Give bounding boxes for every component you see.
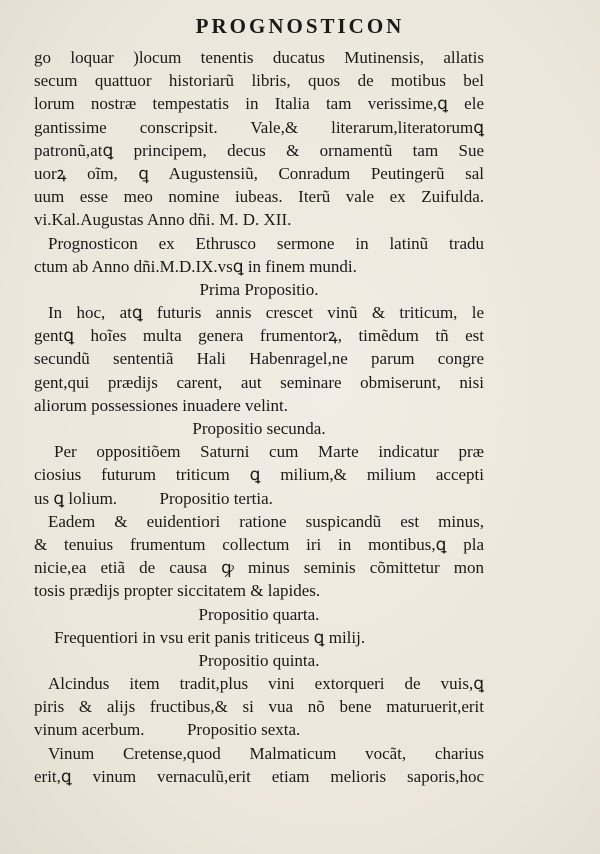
- text-line: lorum nostræ tempestatis in Italia tam verissime,ꝗ ele: [34, 94, 484, 114]
- text-line: Prognosticon ex Ethrusco sermone in latinũ tradu: [48, 233, 484, 253]
- text-line-with-heading: us ꝗ lolium. Propositio tertia.: [34, 488, 273, 508]
- text-line: ciosius futurum triticum ꝗ milium,& milium accepti: [34, 465, 484, 485]
- text-line: uum esse meo nomine iubeas. Iterũ vale ex Zuifulda.: [34, 187, 484, 207]
- text-line: go loquar )locum tenentis ducatus Mutinensis, allatis: [34, 48, 484, 67]
- text-line: Vinum Cretense,quod Malmaticum vocãt, charius: [48, 743, 484, 763]
- section-heading: Propositio secunda.: [192, 419, 326, 438]
- text-line: & tenuius frumentum collectum iri in montibus,ꝗ pla: [34, 534, 484, 554]
- text-line: In hoc, atꝗ futuris annis crescet vinũ & triticum, le: [48, 303, 484, 323]
- text-line: vi.Kal.Augustas Anno dñi. M. D. XII.: [34, 210, 292, 230]
- text-line: gantissime conscripsit. Vale,& literarum,literatorumꝗ: [34, 117, 484, 137]
- body-text: [34, 46, 484, 788]
- text-line: ctum ab Anno dñi.M.D.IX.vsꝗ in finem mundi.: [34, 256, 357, 276]
- text-line: gent,qui prædijs carent, aut seminare obmiserunt, nisi: [34, 372, 484, 392]
- text-line: secum quattuor historiarũ libris, quos de motibus bel: [34, 71, 484, 91]
- text-line: piris & alijs fructibus,& si vua nõ bene maturuerit,erit: [34, 697, 484, 717]
- text-line: Alcindus item tradit,plus vini extorqueri de vuis,ꝗ: [48, 674, 484, 694]
- text-line: Eadem & euidentiori ratione suspicandũ est minus,: [48, 511, 484, 531]
- text-line: patronũ,atꝗ principem, decus & ornamentũ tam Sue: [34, 140, 484, 160]
- text-line-with-heading: vinum acerbum. Propositio sexta.: [34, 720, 301, 740]
- text-line: gentꝗ hoĩes multa genera frumentorꝝ, timẽdum tñ est: [34, 326, 484, 346]
- text-line: uorꝝ oĩm, ꝗ Augustensiũ, Conradum Peutingerũ sal: [34, 163, 484, 183]
- text-line: aliorum possessiones inuadere velint.: [34, 395, 289, 415]
- running-title: PROGNOSTICON: [195, 14, 405, 38]
- text-line: nicie,ea etiã de causa ꝙ minus seminis cõmittetur mon: [34, 558, 484, 578]
- text-line: Frequentiori in vsu erit panis triticeus ꝗ milij.: [54, 627, 366, 647]
- section-heading: Prima Propositio.: [199, 279, 319, 299]
- section-heading: Propositio quinta.: [198, 650, 320, 670]
- text-line: erit,ꝗ vinum vernaculũ,erit etiam melioris saporis,hoc: [34, 766, 484, 786]
- text-line: tosis prædijs propter siccitatem & lapides.: [34, 581, 321, 601]
- text-line: Per oppositiõem Saturni cum Marte indicatur præ: [54, 442, 484, 462]
- text-line: secundũ sententiã Hali Habenragel,ne parum congre: [34, 349, 484, 369]
- section-heading: Propositio quarta.: [198, 604, 320, 624]
